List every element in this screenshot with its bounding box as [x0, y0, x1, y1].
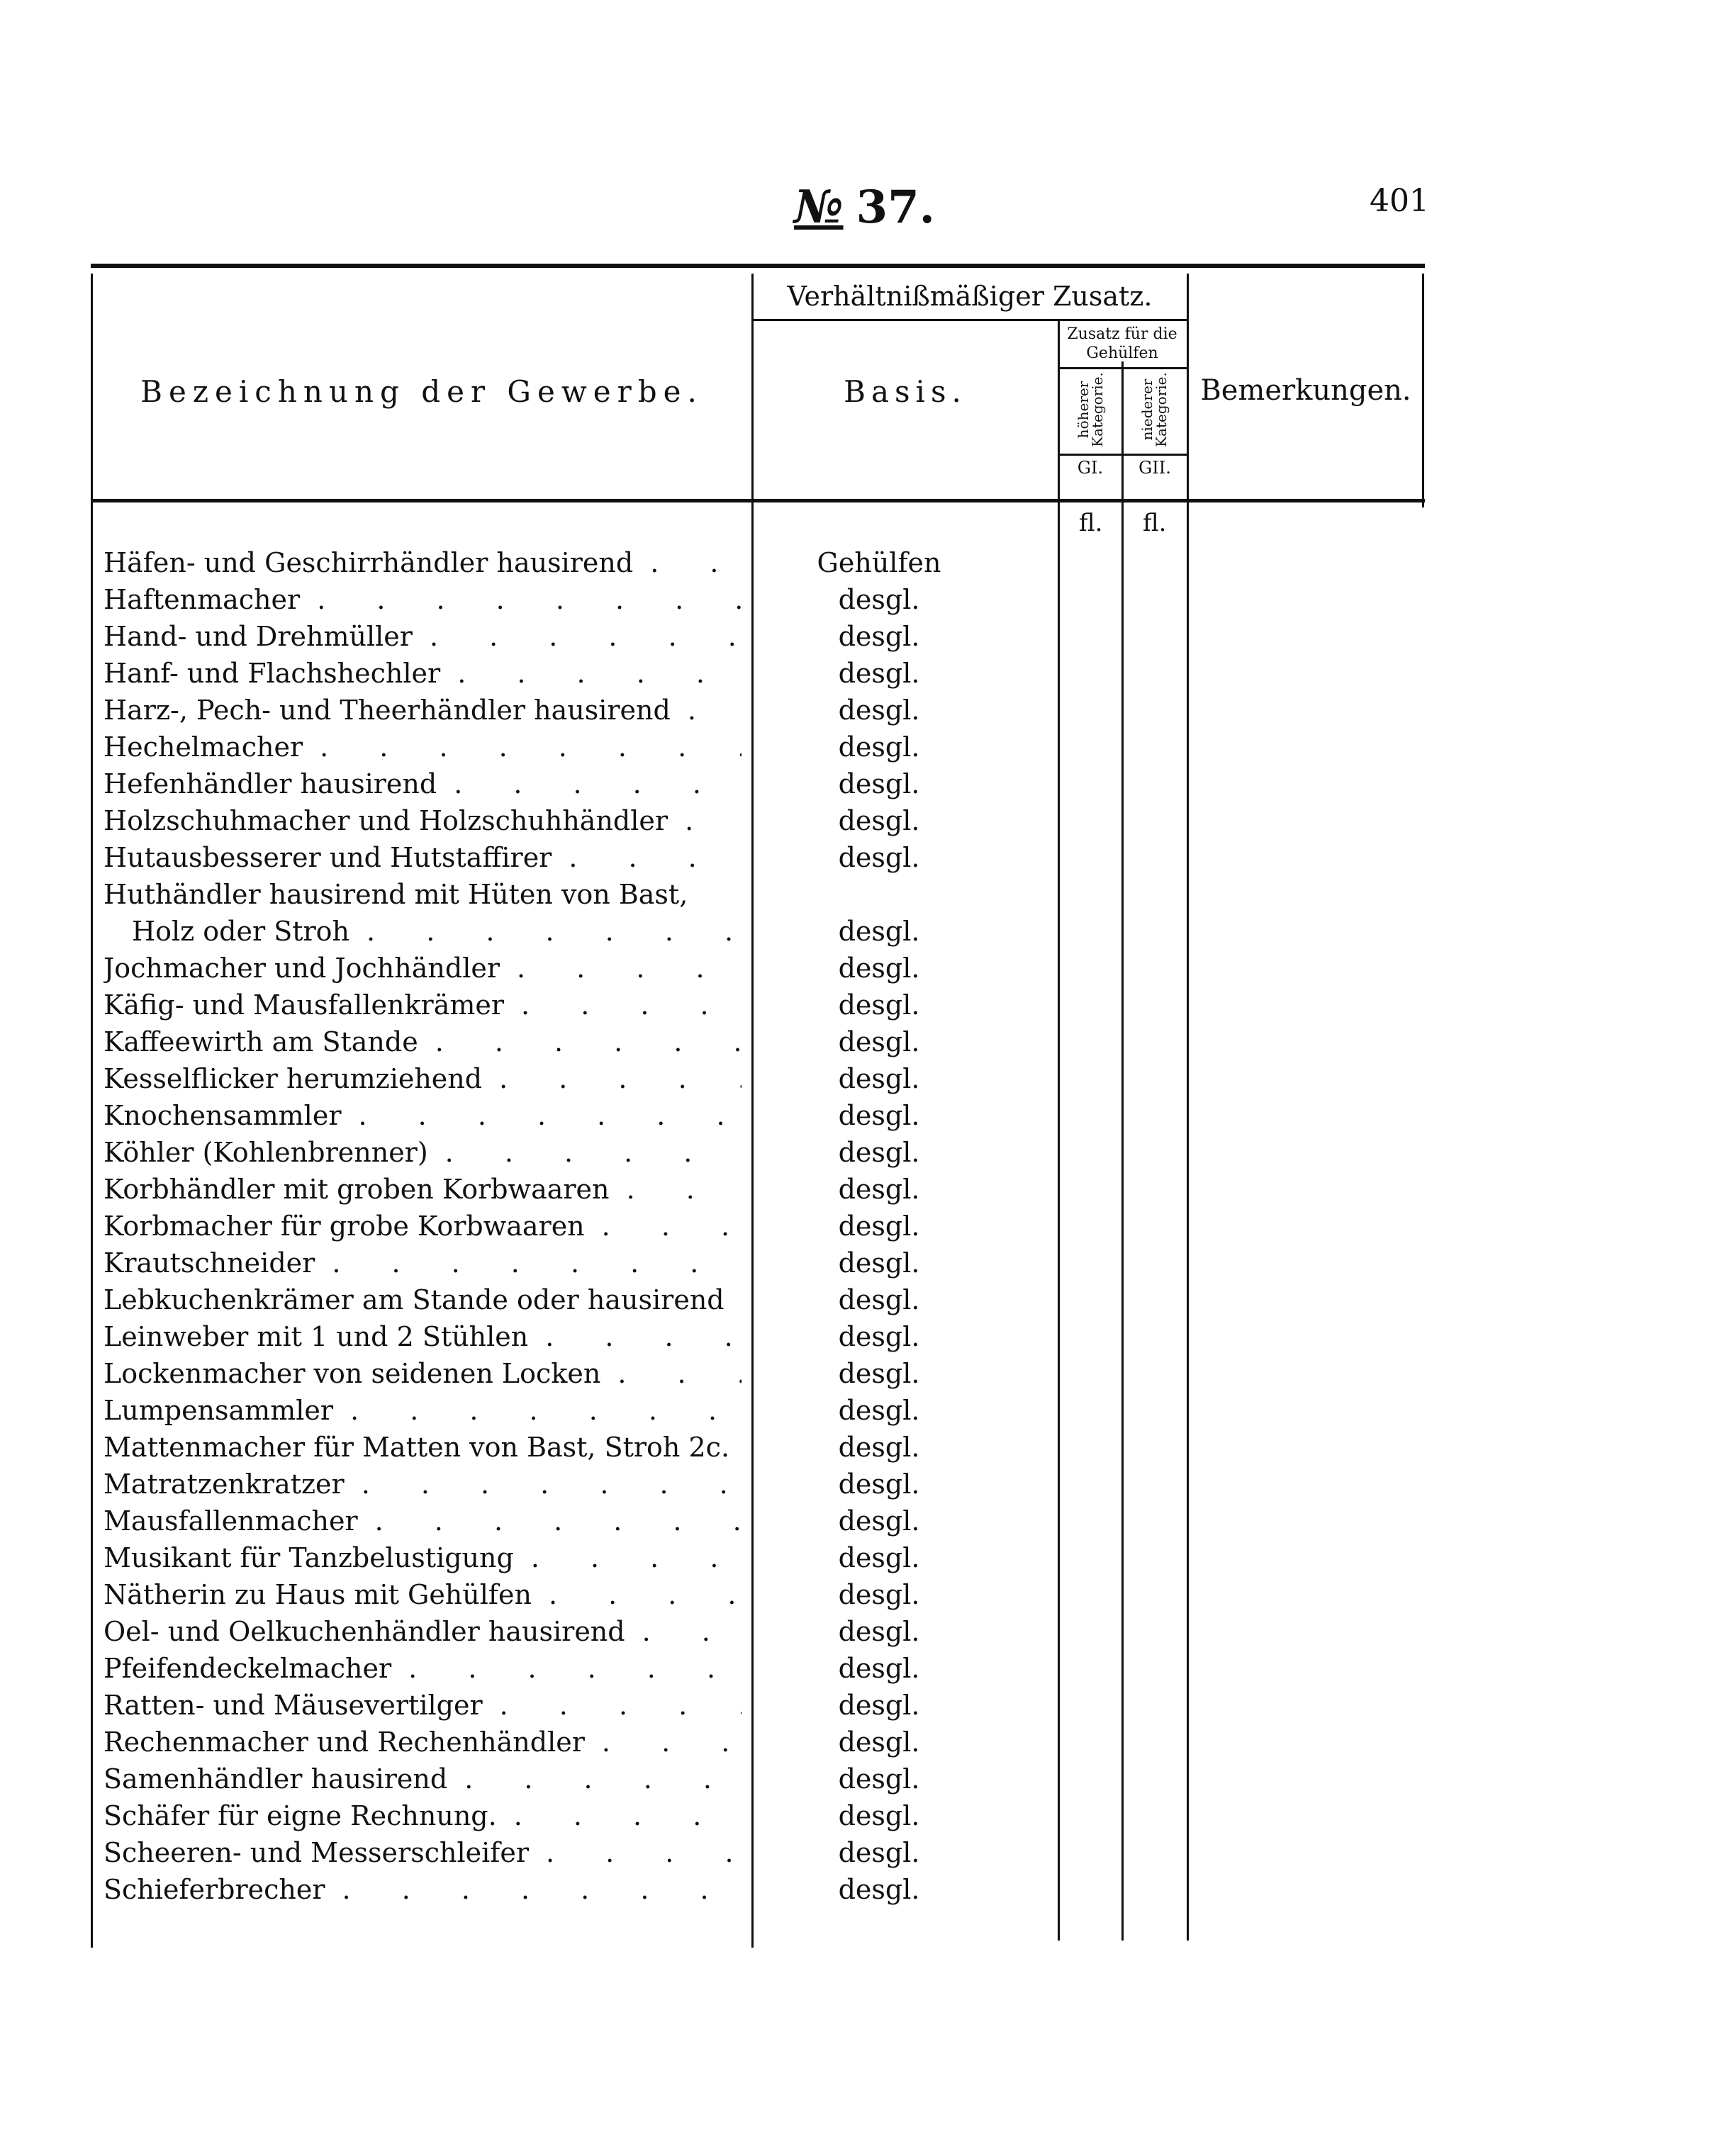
basis-value: desgl.	[838, 1763, 920, 1795]
basis-value: desgl.	[838, 731, 920, 763]
table-row	[103, 1871, 1450, 1908]
basis-value: desgl.	[838, 1026, 920, 1057]
gewerbe-name: Lockenmacher von seidenen Locken . . .	[103, 1355, 742, 1392]
table-row	[103, 618, 1450, 655]
table-row	[103, 1797, 1450, 1834]
basis-value: desgl.	[838, 1579, 920, 1610]
number-value: 37.	[856, 181, 935, 234]
table-row	[103, 950, 1450, 987]
gewerbe-name: Scheeren- und Messerschleifer . . .	[103, 1834, 742, 1871]
basis-value: desgl.	[838, 1395, 920, 1426]
gewerbe-name: Korbmacher für grobe Korbwaaren . . .	[103, 1208, 742, 1245]
basis-value: desgl.	[838, 916, 920, 947]
column-header-gewerbe: Bezeichnung der Gewerbe.	[140, 374, 703, 409]
page-number: 401	[1370, 183, 1429, 219]
gewerbe-name: Haftenmacher . . .	[103, 581, 742, 618]
basis-value: desgl.	[838, 1874, 920, 1905]
basis-value: desgl.	[838, 768, 920, 799]
table-row	[103, 1281, 1450, 1318]
column-header-basis: Basis.	[844, 374, 967, 409]
table-row	[103, 729, 1450, 765]
table-row	[103, 1355, 1450, 1392]
gewerbe-name: Mattenmacher für Matten von Bast, Stroh 2c. . . .	[103, 1429, 742, 1466]
unit-gii: fl.	[1143, 509, 1167, 537]
table-row	[103, 1613, 1450, 1650]
column-header-verhaeltnis: Verhältnißmäßiger Zusatz.	[787, 281, 1153, 312]
column-header-bemerkungen: Bemerkungen.	[1200, 374, 1411, 407]
gewerbe-name: Huthändler hausirend mit Hüten von Bast,	[103, 879, 688, 910]
basis-value: desgl.	[838, 1211, 920, 1242]
table-row	[103, 1171, 1450, 1208]
basis-value: Gehülfen	[817, 547, 941, 578]
basis-value: desgl.	[838, 658, 920, 689]
gewerbe-name: Hechelmacher . . .	[103, 729, 742, 765]
basis-value: desgl.	[838, 1837, 920, 1868]
basis-value: desgl.	[838, 1800, 920, 1831]
basis-value: desgl.	[838, 1100, 920, 1131]
table-row	[103, 1466, 1450, 1503]
gewerbe-name: Lumpensammler . . .	[103, 1392, 742, 1429]
table-row	[103, 655, 1450, 692]
gewerbe-name: Häfen- und Geschirrhändler hausirend . . .	[103, 544, 742, 581]
basis-value: desgl.	[838, 1727, 920, 1758]
column-header-zusatz-gehuelfen: Zusatz für die Gehülfen	[1067, 325, 1177, 362]
basis-value: desgl.	[838, 805, 920, 836]
basis-value: desgl.	[838, 1137, 920, 1168]
gewerbe-name: Hefenhändler hausirend . . .	[103, 765, 742, 802]
gewerbe-name: Pfeifendeckelmacher . . .	[103, 1650, 742, 1687]
basis-value: desgl.	[838, 1432, 920, 1463]
gewerbe-name: Knochensammler . . .	[103, 1097, 742, 1134]
table-row	[103, 1097, 1450, 1134]
table-row	[103, 839, 1450, 876]
gewerbe-name: Schieferbrecher . . .	[103, 1871, 742, 1908]
gewerbe-name: Schäfer für eigne Rechnung. . . .	[103, 1797, 742, 1834]
basis-value: desgl.	[838, 1505, 920, 1537]
gewerbe-name: Käfig- und Mausfallenkrämer . . .	[103, 987, 742, 1023]
gewerbe-name: Leinweber mit 1 und 2 Stühlen . . .	[103, 1318, 742, 1355]
gewerbe-name: Krautschneider . . .	[103, 1245, 742, 1281]
gewerbe-name: Mausfallenmacher . . .	[103, 1503, 742, 1539]
column-header-gii: GII.	[1138, 458, 1171, 478]
table-row	[103, 581, 1450, 618]
table-row	[103, 1429, 1450, 1466]
column-header-gi: GI.	[1077, 458, 1104, 478]
table-row	[103, 1208, 1450, 1245]
basis-value: desgl.	[838, 584, 920, 615]
table-row	[103, 1724, 1450, 1761]
basis-value: desgl.	[838, 1284, 920, 1315]
table-row	[103, 1245, 1450, 1281]
table-left-border	[91, 274, 93, 1948]
gewerbe-name: Korbhändler mit groben Korbwaaren . . .	[103, 1171, 742, 1208]
gewerbe-name: Hutausbesserer und Hutstaffirer . . .	[103, 839, 742, 876]
basis-value: desgl.	[838, 1469, 920, 1500]
table-row	[103, 1761, 1450, 1797]
gewerbe-name: Holz oder Stroh . . .	[103, 913, 770, 950]
gewerbe-name: Ratten- und Mäusevertilger . . .	[103, 1687, 742, 1724]
document-number	[0, 181, 1729, 234]
table-row	[103, 802, 1450, 839]
basis-value: desgl.	[838, 621, 920, 652]
gewerbe-name: Nätherin zu Haus mit Gehülfen . . .	[103, 1576, 742, 1613]
gewerbe-name: Hanf- und Flachshechler . . .	[103, 655, 742, 692]
column-header-hoeherer-kategorie: höherer Kategorie.	[1075, 372, 1106, 447]
gewerbe-name: Holzschuhmacher und Holzschuhhändler . . .	[103, 802, 742, 839]
gewerbe-name: Matratzenkratzer . . .	[103, 1466, 742, 1503]
table-row	[103, 913, 1450, 950]
table-row	[103, 1318, 1450, 1355]
table-row	[103, 765, 1450, 802]
basis-value: desgl.	[838, 1653, 920, 1684]
basis-value: desgl.	[838, 695, 920, 726]
basis-value: desgl.	[838, 1690, 920, 1721]
table-row	[103, 1539, 1450, 1576]
table-row	[103, 1392, 1450, 1429]
table-row	[103, 987, 1450, 1023]
table-row	[103, 876, 1450, 913]
gewerbe-name: Samenhändler hausirend . . .	[103, 1761, 742, 1797]
table-row	[103, 544, 1450, 581]
basis-value: desgl.	[838, 989, 920, 1021]
basis-value: desgl.	[838, 1358, 920, 1389]
gewerbe-name: Lebkuchenkrämer am Stande oder hausirend . . .	[103, 1281, 742, 1318]
column-header-niederer-kategorie: niederer Kategorie.	[1138, 372, 1170, 447]
gewerbe-name: Jochmacher und Jochhändler . . .	[103, 950, 742, 987]
table-row	[103, 1687, 1450, 1724]
basis-value: desgl.	[838, 1174, 920, 1205]
table-row	[103, 1576, 1450, 1613]
number-symbol: №	[794, 181, 844, 234]
basis-value: desgl.	[838, 1321, 920, 1352]
top-rule	[91, 264, 1425, 268]
table-row	[103, 1023, 1450, 1060]
header-bottom-rule	[91, 499, 1425, 502]
basis-value: desgl.	[838, 842, 920, 873]
gewerbe-name: Harz-, Pech- und Theerhändler hausirend . . .	[103, 692, 742, 729]
rule-under-verhaeltnis	[751, 319, 1188, 321]
gewerbe-name: Kaffeewirth am Stande . . .	[103, 1023, 742, 1060]
gewerbe-name: Musikant für Tanzbelustigung . . .	[103, 1539, 742, 1576]
basis-value: desgl.	[838, 1542, 920, 1573]
basis-value: desgl.	[838, 1616, 920, 1647]
table-row	[103, 1503, 1450, 1539]
table-row	[103, 1650, 1450, 1687]
table-row	[103, 1134, 1450, 1171]
basis-value: desgl.	[838, 1063, 920, 1094]
table-row	[103, 1060, 1450, 1097]
gewerbe-name: Kesselflicker herumziehend . . .	[103, 1060, 742, 1097]
basis-value: desgl.	[838, 1247, 920, 1279]
gewerbe-name: Hand- und Drehmüller . . .	[103, 618, 742, 655]
unit-gi: fl.	[1079, 509, 1103, 537]
gewerbe-name: Rechenmacher und Rechenhändler . . .	[103, 1724, 742, 1761]
gewerbe-name: Köhler (Kohlenbrenner) . . .	[103, 1134, 742, 1171]
basis-value: desgl.	[838, 953, 920, 984]
table-row	[103, 692, 1450, 729]
gewerbe-name: Oel- und Oelkuchenhändler hausirend . . .	[103, 1613, 742, 1650]
table-row	[103, 1834, 1450, 1871]
